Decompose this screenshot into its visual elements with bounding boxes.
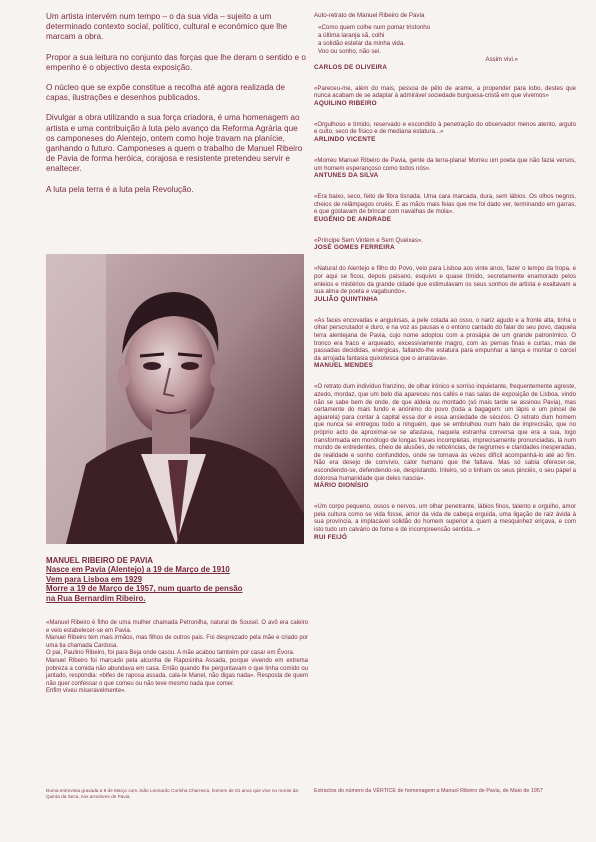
testimonial-author: MANUEL MENDES	[314, 362, 373, 370]
testimonial-author: ANTUNES DA SILVA	[314, 172, 379, 180]
intro-paragraph: A luta pela terra é a luta pela Revolução.	[46, 184, 194, 194]
testimonial-author: RUI FEIJÓ	[314, 533, 348, 541]
poem-line: «Como quem colhe num pomar tristonho	[318, 24, 431, 31]
bio-name: MANUEL RIBEIRO DE PAVIA	[46, 556, 153, 565]
testimonial	[314, 383, 576, 490]
interview-paragraph: O pai, Paulino Ribeiro, foi para Beja onde casou. A mãe acabou também por casar em Évora.	[46, 650, 295, 657]
poem-line: a solidão estelar da minha vida.	[318, 39, 406, 47]
testimonial	[314, 503, 576, 541]
testimonial	[314, 85, 576, 108]
testimonial-author: MÁRIO DIONÍSIO	[314, 482, 369, 490]
poem-line: Voo ou sonho, não sei.	[318, 47, 381, 55]
testimonial	[314, 265, 576, 303]
intro-paragraph: Divulgar a obra utilizando a sua força criadora, é uma homenagem ao artista e uma contribuição à luta pelo avanço da Reforma Agrária que os camponeses do Alentejo, ontem como hoje travam na planície, ganhando o futuro. Camponeses a quem o trabalho de Manuel Ribeiro de Pavia de forma heróica, corajosa e resistente pretendeu servir e enaltecer.	[46, 113, 303, 174]
interview-paragraph: «Manuel Ribeiro é filho de uma mulher chamada Petronilha, natural de Sousel. O avô era caleiro e veio estabelecer-se em Pavia.	[46, 620, 308, 634]
intro-paragraph: O núcleo que se expõe constitue a recolha até agora realizada de capas, ilustrações e desenhos publicados.	[46, 83, 285, 103]
testimonials-column	[314, 12, 576, 555]
biography	[46, 556, 308, 603]
testimonial-author: JOSÉ GOMES FERREIRA	[314, 244, 395, 252]
interview-paragraph: Manuel Ribeiro foi marcado pela alcunha de Raposinha Assada, porque vivendo em extrema pobreza a comida não abundava em casa. Então quando lhe perguntavam o que tinha comido ou jantado, respondia: «bifes de raposa assada, cala-te Manel, não digas nada». Resposta de quem não quer confessar o que comeu ou não teve mesmo nada que comer.	[46, 657, 308, 687]
bio-death: Morre a 19 de Março de 1957, num quarto de pensão	[46, 584, 243, 594]
poem-title: Auto-retrato de Manuel Ribeiro de Pavia	[314, 12, 425, 19]
poem-line: Assim vivi.»	[485, 55, 518, 63]
testimonial-text: «Natural do Alentejo e filho do Povo, veio para Lisboa aos vinte anos, fazer o tempo da tropa, e por aqui se ficou, depois paisano, esquivo e quase tímido, secretamente enamorado pelos enleios e mistérios da grande cidade que estimulavam os seus sonhos de artista e exaltavam a sua alma de poeta e vagabundo».	[314, 265, 576, 296]
intro-paragraph: Um artista intervém num tempo – o da sua vida – sujeito a um determinado contexto social, político, cultural e económico que lhe marcam a obra.	[46, 12, 288, 42]
testimonial-text: «O retrato dum indivíduo franzino, de olhar irónico e sorriso inquietante, frequentemente agreste, azedo, mordaz, que um belo dia apareceu nos cafés e nas salas de exposição de Lisboa, vindo não se sabe bem de onde, de que aldeia ou montado (só mais tarde se assinou Pavia), mas certamente do mais fundo e anónimo do povo (toda a bagagem: um lápis e um pincel de aguarela) para contar à capital essa dor e essa ansiedade de séculos. O retrato dum homem que nunca se entregou todo a ninguém, que se embrulhou num halo de imprecisão, que no próprio acto de aproximar-se se afastava, naquela estranha conversa que era a sua, logo transformada em monólogo de longas frases incompletas, imprecisamente pronunciadas, lá num mundo de entredentes, cheio de alusões, de reticências, de negrumes e claridades inesperadas, de realidade e sonho confundidos, onde se tornava às vezes difícil acompanhá-lo até ao fim. Não era desejo de convívio, calor humano que lhe faltava. Mas só sabia oferecer-se, escondendo-se, defendendo-se, despistando. Inteiro, só o tinham os seus pincéis, o seu papel a dolorosa humanidade que deles nascia».	[314, 383, 576, 482]
bio-birth: Nasce em Pavia (Alentejo) a 19 de Março de 1910	[46, 565, 230, 575]
testimonial	[314, 157, 576, 180]
poem-author: CARLOS DE OLIVEIRA	[314, 63, 388, 71]
testimonial-author: JULIÃO QUINTINHA	[314, 295, 378, 303]
interview-paragraph: Manuel Ribeiro tem mais irmãos, mas filhos de outros pais. Foi desprezado pela mãe e criado por uma tia chamada Cardosa.	[46, 635, 308, 649]
testimonial-text: «Era baixo, seco, feito de fibra tisnada. Uma cara marcada, dura, sem lábios. Os olhos negros, cheios de relâmpagos cruéis. E as mãos mais feias que me foi dado ver, terminando em garras, e que gostavam de brincar com navalhas de mola».	[314, 193, 576, 216]
testimonial-author: AQUILINO RIBEIRO	[314, 99, 377, 107]
source-footnote: Extractos do número da VÉRTICE de homenagem a Manuel Ribeiro de Pavia, de Maio de 1957	[314, 788, 543, 794]
interview-footnote: Duma entrevista gravada a 9 de Março com João Leonardo Corinha Charneca, homem de 81 anos que vive no monte da Quinta da Seca, nos arredores de Pavia.	[46, 788, 298, 799]
testimonial	[314, 317, 576, 371]
testimonial-text: «Um corpo pequeno, ossos e nervos, um olhar penetrante, lábios finos, talento e orgulho, amor pela cultura como se vida fosse, amor da vida de cabeça erguida, uma ligação de raiz ávida à sua província, a implacável solidão do homem superior a quem a mesquinhez eriçava, e com isto tudo um calvário de fome e de incompreensão sentida...»	[314, 503, 576, 533]
testimonial	[314, 237, 576, 253]
testimonial	[314, 193, 576, 224]
poem	[318, 24, 576, 64]
testimonial-text: «Pareceu-me, além do mais, pessoa de pêlo de arame, a propender para lobo, destes que nunca acabam de se adaptar à admirável sociedade burguesa-cristã em que vivemos»	[314, 84, 576, 100]
testimonial-author: ARLINDO VICENTE	[314, 135, 376, 143]
bio-death-place: na Rua Bernardim Ribeiro.	[46, 593, 146, 603]
testimonial-text: «Orgulhoso e tímido, reservado e escondido à penetração do observador menos atento, arguto e culto, seco de físico e de mediana estatura...»	[314, 120, 576, 136]
testimonial-text: «Príncipe Sem Vintém e Sem Queixas».	[314, 236, 423, 244]
poem-line: a última laranja sã, colhi	[318, 31, 385, 39]
intro-text	[46, 12, 308, 205]
intro-paragraph: Propor a sua leitura no conjunto das forças que lhe deram o sentido e o empenho é o objectivo desta exposição.	[46, 52, 306, 72]
interview-quote	[46, 620, 308, 696]
testimonial-author: EUGÉNIO DE ANDRADE	[314, 215, 392, 223]
testimonial-text: «Morreu Manuel Ribeiro de Pavia, gente da terra-plana! Morreu um poeta que não fazia versos, um homem esperançoso como todos nós».	[314, 156, 576, 172]
bio-lisbon: Vem para Lisboa em 1929	[46, 574, 143, 584]
testimonial	[314, 121, 576, 144]
portrait-photo	[46, 254, 304, 544]
testimonial-text: «As faces encovadas e angulosas, a pele colada ao osso, o nariz agudo e a fronte alta, tinha o olhar perscrutador e duro, e na voz as pausas e o entono cantado do falar do seu povo, daquela terra alentejana de Pavia, cujo nome adoptou com a prosápia de um grande patronímico. O tronco era fraco e arqueado, excessivamente magro, com as pernas finas e curtas, mas de passadas decididas, enérgicas, faltando-lhe estatura para empunhar a lança e montar o corcel da arrojada fantasia quixotesca que o arrastava».	[314, 316, 576, 362]
interview-paragraph: Enfim viveu miseravelmente».	[46, 688, 127, 695]
poem-block	[314, 12, 576, 72]
